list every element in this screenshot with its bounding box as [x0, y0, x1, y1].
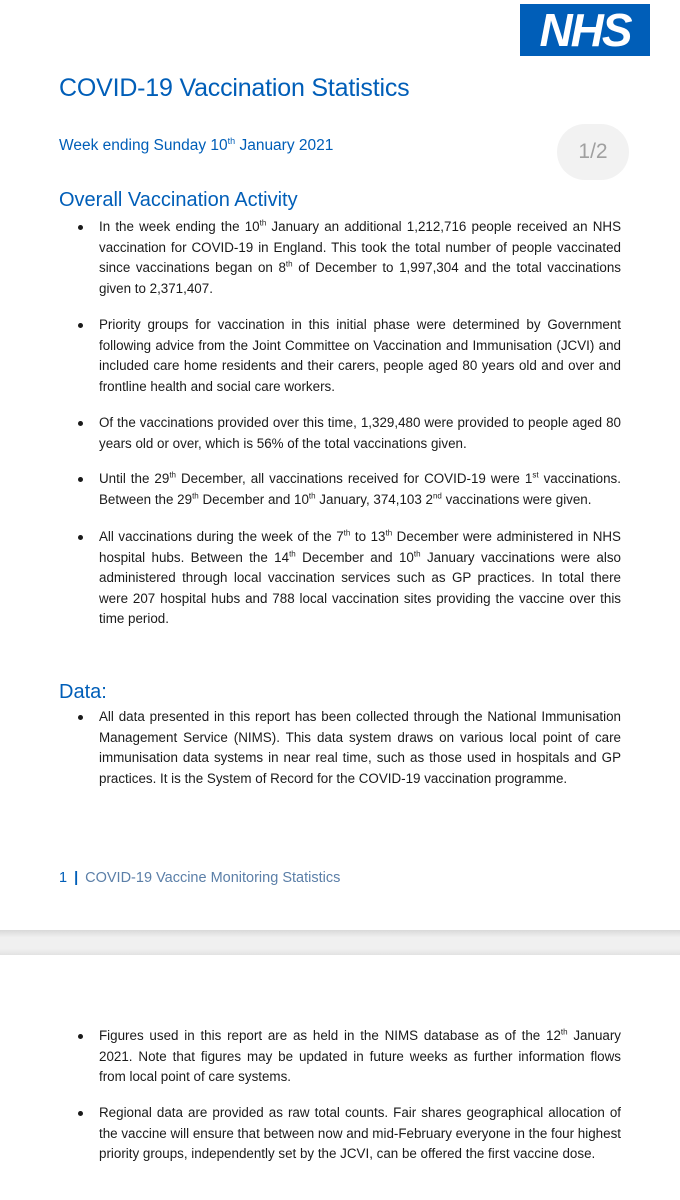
page-indicator: 1/2 [557, 124, 629, 180]
footer-page-number: 1 [59, 870, 68, 886]
bullet-icon [78, 1034, 83, 1039]
list-item: In the week ending the 10th January an additional 1,212,716 people received an NHS vaccination for COVID-19 in England. This took the total number of people vaccinated since vaccinations began on 8th of December to 1,997,304 and the total vaccinations given to 2,371,407. [99, 217, 621, 299]
bullet-icon [78, 477, 83, 482]
section-heading-overall: Overall Vaccination Activity [59, 189, 298, 211]
list-item: All data presented in this report has been collected through the National Immunisation Management Service (NIMS). This data system draws on various local point of care immunisation data systems in near real time, such as those used in hospitals and GP practices. It is the System of Record for the COVID-19 vaccination programme. [99, 707, 621, 789]
bullet-icon [78, 715, 83, 720]
document-page-2 [0, 955, 680, 1200]
footer-label: COVID-19 Vaccine Monitoring Statistics [85, 870, 341, 886]
section-heading-data: Data: [59, 681, 107, 703]
bullet-icon [78, 323, 83, 328]
list-item: Priority groups for vaccination in this initial phase were determined by Government following advice from the Joint Committee on Vaccination and Immunisation (JCVI) and included care home residents and their carers, people aged 80 years old and over and frontline health and social care workers. [99, 315, 621, 397]
list-item: Until the 29th December, all vaccinations received for COVID-19 were 1st vaccinations. Between the 29th December and 10th January, 374,103 2nd vaccinations were given. [99, 469, 621, 510]
bullet-icon [78, 421, 83, 426]
list-item: Figures used in this report are as held in the NIMS database as of the 12th January 2021. Note that figures may be updated in future weeks as further information flows from local point of care systems. [99, 1026, 621, 1088]
list-item: All vaccinations during the week of the 7th to 13th December were administered in NHS hospital hubs. Between the 14th December and 10th January vaccinations were also administered through local vaccination services such as GP practices. In total there were 207 hospital hubs and 788 local vaccination sites providing the vaccine over this time period. [99, 527, 621, 630]
list-item: Of the vaccinations provided over this time, 1,329,480 were provided to people aged 80 years old or over, which is 56% of the total vaccinations given. [99, 413, 621, 454]
week-ending-subtitle: Week ending Sunday 10th January 2021 [59, 135, 334, 154]
bullet-icon [78, 1111, 83, 1116]
footer-separator: | [74, 870, 79, 886]
page-break [0, 930, 680, 955]
page-title: COVID-19 Vaccination Statistics [59, 74, 410, 102]
bullet-icon [78, 225, 83, 230]
list-item: Regional data are provided as raw total counts. Fair shares geographical allocation of the vaccine will ensure that between now and mid-February everyone in the four highest priority groups, independently set by the JCVI, can be offered the first vaccine dose. [99, 1103, 621, 1165]
nhs-logo: NHS [520, 4, 650, 56]
page-footer [59, 870, 340, 886]
bullet-icon [78, 535, 83, 540]
